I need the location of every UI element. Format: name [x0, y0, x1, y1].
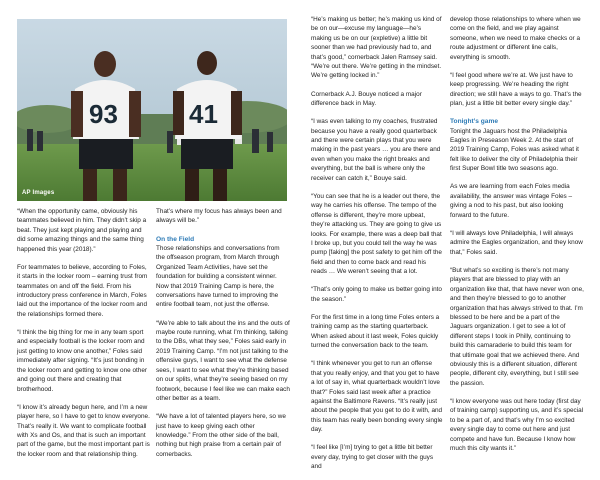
players-image: [17, 19, 287, 201]
paragraph: “When the opportunity came, obviously his teammates believed in him. They didn’t skip a beat. They just kept playing and playing and did some amazing things and the same thing happened this year (2018).”: [17, 208, 147, 253]
paragraph: “We have a lot of talented players here, so we just have to keep giving each other knowledge.” From the other side of the ball, nothing but high praise from a certain pair of cornerbacks.: [156, 413, 286, 458]
svg-text:41: 41: [189, 99, 218, 129]
paragraph: “I will always love Philadelphia, I will always admire the Eagles organization, and they know that,” Foles said.: [450, 229, 583, 256]
section-heading-tonights-game: Tonight’s game: [450, 118, 498, 126]
paragraph: “I feel good where we’re at. We just have to keep progressing. We’re heading the right direction; we still have a ways to go. That’s the plan, just a little bit better every single day.”: [450, 71, 582, 108]
paragraph: “I was even talking to my coaches, frustrated because you have a really good quarterback and there were certain plays that you were making in the past years … you are there and even when you make the right breaks and everything, but the ball is where only the receiver can catch it,” Bouye said.: [311, 118, 441, 182]
paragraph: “I know everyone was out here today (first day of training camp) supporting us, and it’s special to be a part of, and that’s why I’m so excited every single day to come out here and just compete and have fun. Because I know how much this city wants it.”: [450, 398, 584, 453]
paragraph: “I know it’s already begun here, and I’m a new player here, so I have to get to know everyone. That’s really it. We want to complicate football with Xs and Os, and that is such an important part of the game, but the most important part is the locker room and that relationship thing.: [17, 403, 150, 458]
paragraph: “I feel like [I’m] trying to get a little bit better every day, trying to get closer with the guys and: [311, 444, 434, 471]
section-heading-on-the-field: On the Field: [156, 235, 195, 243]
article-photo: [17, 19, 287, 201]
paragraph: For teammates to believe, according to Foles, it starts in the locker room – earning trust from teammates on and off the field. From his introductory press conference in March, Foles laid out the importance of the locker room and the relationships formed there.: [17, 263, 148, 318]
paragraph: “I think the big thing for me in any team sport and especially football is the locker room and just getting to know one another,” Foles said immediately after signing. “It’s just bonding in the locker room and getting to know one other and going out there and creating that brotherhood.: [17, 329, 148, 393]
paragraph: “We’re able to talk about the ins and the outs of maybe route running, what I’m thinking, talking to the DBs, what they see,” Foles said early in 2019 Training Camp. “I’m not just talking to the offensive guys, I want to see what the defense sees, I want to see what they’re thinking based on our splits, what they’re seeing based on my footwork, because I feel like we can make each other better as a team.: [156, 319, 290, 402]
paragraph: “But what’s so exciting is there’s not many players that are blessed to play with an organization like that, that have never won one, and then they’re blessed to go to another organization that has always strived to that. I’m blessed to be here and be a part of the Jaguars organization. I get to see a lot of different steps I took in Philly, continuing to build this camaraderie to build this team for that ultimate goal that we achieved there. And obviously this is a different situation, different people, different city, everything, but I still see the passion.: [450, 266, 584, 387]
photo-credit: AP Images: [22, 190, 55, 196]
paragraph: develop those relationships to where when we come on the field, and we play against someone, when we need to make checks or a route adjustment or different line calls, everything is smooth.: [450, 16, 581, 61]
paragraph: That’s where my focus has always been and always will be.”: [156, 208, 282, 225]
paragraph: “I think whenever you get to run an offense that you really enjoy, and that you get to have a lot of say in, what quarterback wouldn’t love that?” Foles said last week after a practice against the Baltimore Ravens. “It’s really just about the people that you get to do it with, and this team has really been bonding every single day.: [311, 360, 443, 434]
article-column-4: [450, 15, 584, 462]
paragraph: “He’s making us better; he’s making us kind of be on our—excuse my language—he’s making us be on our (expletive) a little bit sooner than we had previously had to, and that’s good,” cornerback Jalen Ramsey said. “We’re out there. We’re getting in the mindset. We’re getting locked in.”: [311, 16, 442, 80]
svg-text:93: 93: [89, 99, 118, 129]
article-column-3: [311, 15, 443, 480]
article-column-1: [17, 207, 151, 468]
paragraph: “That’s only going to make us better going into the season.”: [311, 286, 442, 303]
paragraph: “You can see that he is a leader out there, the way he carries his offense. The tempo of the offense is different, they’re more upbeat, they’re attacking us. They are going to give us looks. For example, there was a deep ball that I broke up, but you could tell the way he was pump [faking] the post safety to get him off the field and then to come back and read his reads … We weren’t seeing that a lot.: [311, 192, 442, 276]
paragraph: Tonight the Jaguars host the Philadelphia Eagles in Preseason Week 2. At the start of 2019 Training Camp, Foles was asked what it felt like to deliver the city of Philadelphia their first Super Bowl title two seasons ago.: [450, 127, 579, 173]
paragraph: As we are learning from each Foles media availability, the answer was vintage Foles – giving a nod to his past, but also looking forward to the future.: [450, 183, 573, 219]
paragraph: Cornerback A.J. Bouye noticed a major difference back in May.: [311, 90, 422, 108]
article-column-2: [156, 207, 290, 468]
paragraph: Those relationships and conversations from the offseason program, from March through Organized Team Activities, have set the foundation for building a consistent winner. Now that 2019 Training Camp is here, the conversations have turned to improving the entire football team, not just the offense.: [156, 245, 280, 309]
paragraph: For the first time in a long time Foles enters a training camp as the starting quarterback. When asked about it last week, Foles quickly turned the conversation back to the team.: [311, 313, 440, 350]
